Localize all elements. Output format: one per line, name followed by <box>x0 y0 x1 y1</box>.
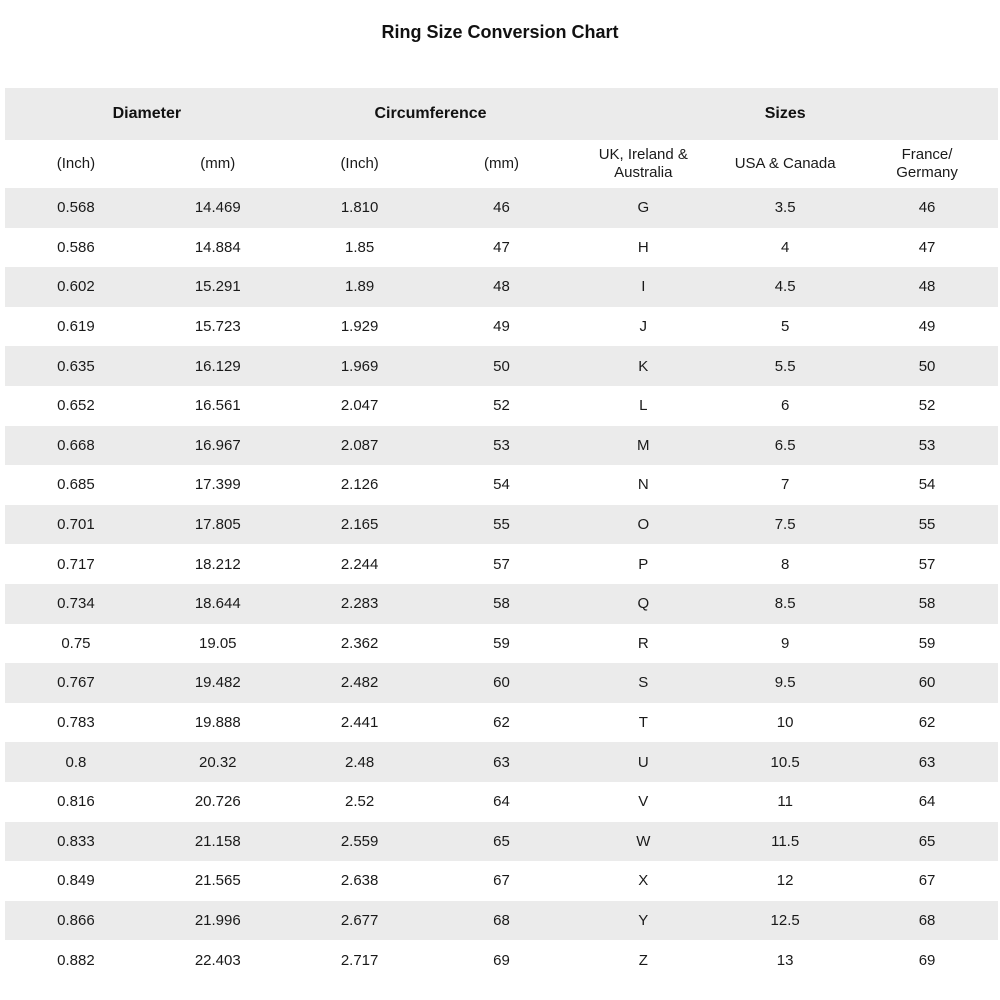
table-cell: 2.244 <box>340 555 379 573</box>
table-cell: 48 <box>918 278 936 296</box>
table-cell: 0.717 <box>57 555 95 573</box>
group-header-diameter: Diameter <box>5 88 289 140</box>
table-cell: 10 <box>776 714 794 732</box>
table-cell: W <box>636 832 651 850</box>
ring-size-table <box>5 88 998 980</box>
table-cell: 62 <box>493 714 510 732</box>
table-cell: V <box>638 793 649 811</box>
table-cell: 0.866 <box>57 911 95 929</box>
table-cell: 57 <box>918 555 936 573</box>
table-cell: 0.767 <box>57 674 95 692</box>
table-cell: 57 <box>493 555 510 573</box>
table-row <box>5 426 998 466</box>
table-cell: 0.619 <box>57 318 95 336</box>
table-cell: S <box>638 674 649 692</box>
column-header-diameter-mm: (mm) <box>147 140 289 188</box>
table-cell: 19.05 <box>198 634 237 652</box>
table-cell: 2.441 <box>340 714 379 732</box>
table-cell: 2.52 <box>345 793 375 811</box>
table-cell: 46 <box>493 199 510 217</box>
table-row <box>5 386 998 426</box>
table-cell: 49 <box>493 318 510 336</box>
table-cell: 4.5 <box>774 278 796 296</box>
page-title: Ring Size Conversion Chart <box>381 22 619 42</box>
table-cell: 63 <box>918 753 936 771</box>
table-cell: 12 <box>776 872 794 890</box>
table-cell: 0.668 <box>57 436 95 454</box>
table-cell: 46 <box>918 199 936 217</box>
table-cell: U <box>637 753 649 771</box>
table-cell: 53 <box>493 436 510 454</box>
table-cell: Z <box>638 951 648 969</box>
column-header-row <box>5 140 998 188</box>
table-cell: 0.8 <box>65 753 87 771</box>
table-cell: 0.586 <box>57 238 95 256</box>
table-cell: 65 <box>918 832 936 850</box>
table-cell: 67 <box>493 872 510 890</box>
table-cell: H <box>637 238 649 256</box>
table-row <box>5 188 998 228</box>
table-cell: 7.5 <box>774 516 796 534</box>
table-cell: 53 <box>918 436 936 454</box>
table-cell: 69 <box>918 951 936 969</box>
table-cell: 11 <box>777 793 793 811</box>
table-cell: 0.783 <box>57 714 95 732</box>
table-cell: 8 <box>780 555 790 573</box>
table-cell: K <box>638 357 649 375</box>
table-cell: 2.165 <box>340 516 379 534</box>
table-cell: 9 <box>780 634 790 652</box>
table-cell: 0.75 <box>61 634 91 652</box>
table-cell: 0.685 <box>57 476 95 494</box>
table-cell: 12.5 <box>770 911 800 929</box>
group-header-sizes: Sizes <box>572 88 998 140</box>
table-cell: 59 <box>918 634 936 652</box>
table-cell: 1.969 <box>340 357 379 375</box>
table-cell: 16.561 <box>194 397 241 415</box>
table-row <box>5 307 998 347</box>
table-cell: 60 <box>493 674 510 692</box>
table-row <box>5 505 998 545</box>
table-cell: 2.638 <box>340 872 379 890</box>
table-cell: O <box>637 516 650 534</box>
table-cell: 0.849 <box>57 872 95 890</box>
table-row <box>5 782 998 822</box>
table-cell: 0.652 <box>57 397 95 415</box>
table-cell: 65 <box>493 832 510 850</box>
table-cell: 17.805 <box>194 516 241 534</box>
table-cell: 2.48 <box>345 753 375 771</box>
table-cell: 54 <box>918 476 936 494</box>
table-cell: 9.5 <box>774 674 796 692</box>
table-cell: 47 <box>918 238 936 256</box>
table-cell: 3.5 <box>774 199 796 217</box>
table-cell: 52 <box>493 397 510 415</box>
table-cell: 58 <box>493 595 510 613</box>
table-cell: 21.996 <box>194 911 241 929</box>
table-cell: 2.283 <box>340 595 379 613</box>
table-cell: 54 <box>493 476 510 494</box>
table-cell: 22.403 <box>194 951 241 969</box>
table-cell: R <box>637 634 649 652</box>
table-cell: 2.047 <box>340 397 379 415</box>
table-cell: 11.5 <box>771 832 800 850</box>
column-header-circumference-mm: (mm) <box>431 140 573 188</box>
table-cell: J <box>639 318 648 336</box>
table-cell: 0.816 <box>57 793 95 811</box>
table-cell: 13 <box>776 951 794 969</box>
table-cell: M <box>637 436 650 454</box>
table-cell: 18.644 <box>194 595 241 613</box>
table-row <box>5 901 998 941</box>
table-cell: 0.602 <box>57 278 95 296</box>
table-cell: 2.717 <box>340 951 379 969</box>
table-cell: 62 <box>918 714 936 732</box>
table-cell: 7 <box>780 476 790 494</box>
table-cell: 2.559 <box>340 832 379 850</box>
table-cell: 64 <box>918 793 936 811</box>
table-cell: I <box>641 278 646 296</box>
table-cell: 6 <box>780 397 790 415</box>
table-cell: 14.884 <box>194 238 241 256</box>
table-cell: N <box>637 476 649 494</box>
column-header-france-germany: France/ Germany <box>856 140 998 188</box>
table-body <box>5 188 998 980</box>
table-cell: 16.129 <box>194 357 241 375</box>
table-cell: 0.734 <box>57 595 95 613</box>
table-row <box>5 544 998 584</box>
table-cell: 68 <box>493 911 510 929</box>
table-cell: 55 <box>493 516 510 534</box>
table-cell: 1.929 <box>340 318 379 336</box>
table-cell: P <box>638 555 649 573</box>
table-row <box>5 822 998 862</box>
table-row <box>5 742 998 782</box>
table-row <box>5 703 998 743</box>
table-cell: L <box>639 397 648 415</box>
table-cell: 0.882 <box>57 951 95 969</box>
table-cell: 67 <box>918 872 936 890</box>
table-cell: 19.888 <box>194 714 241 732</box>
table-cell: 2.482 <box>340 674 379 692</box>
table-cell: 21.565 <box>194 872 241 890</box>
table-cell: Y <box>638 911 649 929</box>
table-cell: 20.726 <box>194 793 241 811</box>
table-cell: 10.5 <box>770 753 800 771</box>
table-cell: 4 <box>780 238 790 256</box>
table-row <box>5 267 998 307</box>
table-row <box>5 624 998 664</box>
table-cell: 17.399 <box>194 476 241 494</box>
table-cell: 18.212 <box>194 555 241 573</box>
table-cell: 49 <box>918 318 936 336</box>
table-cell: 8.5 <box>774 595 796 613</box>
table-cell: 2.126 <box>340 476 379 494</box>
table-cell: 16.967 <box>194 436 241 454</box>
table-cell: 6.5 <box>774 436 796 454</box>
column-header-uk-ireland-australia: UK, Ireland & Australia <box>572 140 714 188</box>
table-cell: 55 <box>918 516 936 534</box>
table-cell: 21.158 <box>194 832 241 850</box>
table-cell: 0.568 <box>57 199 95 217</box>
table-cell: 2.677 <box>340 911 379 929</box>
column-header-usa-canada: USA & Canada <box>714 140 856 188</box>
table-cell: 64 <box>493 793 510 811</box>
table-cell: 0.635 <box>57 357 95 375</box>
table-cell: 48 <box>493 278 510 296</box>
table-row <box>5 465 998 505</box>
table-cell: 1.810 <box>340 199 379 217</box>
table-cell: 50 <box>493 357 510 375</box>
table-cell: 0.701 <box>57 516 95 534</box>
table-row <box>5 584 998 624</box>
column-header-diameter-inch: (Inch) <box>5 140 147 188</box>
table-cell: 20.32 <box>198 753 237 771</box>
column-header-circumference-inch: (Inch) <box>289 140 431 188</box>
table-cell: 0.833 <box>57 832 95 850</box>
group-header-circumference: Circumference <box>289 88 573 140</box>
table-cell: T <box>638 714 648 732</box>
table-header <box>5 88 998 188</box>
table-row <box>5 940 998 980</box>
table-cell: 15.723 <box>194 318 241 336</box>
table-cell: 5 <box>780 318 790 336</box>
table-cell: 69 <box>493 951 510 969</box>
table-cell: 5.5 <box>774 357 796 375</box>
table-row <box>5 861 998 901</box>
table-cell: 63 <box>493 753 510 771</box>
table-cell: 1.85 <box>345 238 375 256</box>
table-cell: 68 <box>918 911 936 929</box>
table-cell: 52 <box>918 397 936 415</box>
table-cell: X <box>638 872 649 890</box>
table-cell: 60 <box>918 674 936 692</box>
table-cell: 47 <box>493 238 510 256</box>
table-cell: 59 <box>493 634 510 652</box>
table-cell: 15.291 <box>194 278 241 296</box>
table-cell: 50 <box>918 357 936 375</box>
table-cell: 14.469 <box>194 199 241 217</box>
table-cell: 19.482 <box>194 674 241 692</box>
table-cell: G <box>637 199 650 217</box>
table-cell: 58 <box>918 595 936 613</box>
table-cell: 2.087 <box>340 436 379 454</box>
group-header-row <box>5 88 998 140</box>
table-cell: 1.89 <box>345 278 375 296</box>
table-row <box>5 228 998 268</box>
table-row <box>5 663 998 703</box>
table-row <box>5 346 998 386</box>
table-cell: 2.362 <box>340 634 379 652</box>
table-cell: Q <box>637 595 650 613</box>
